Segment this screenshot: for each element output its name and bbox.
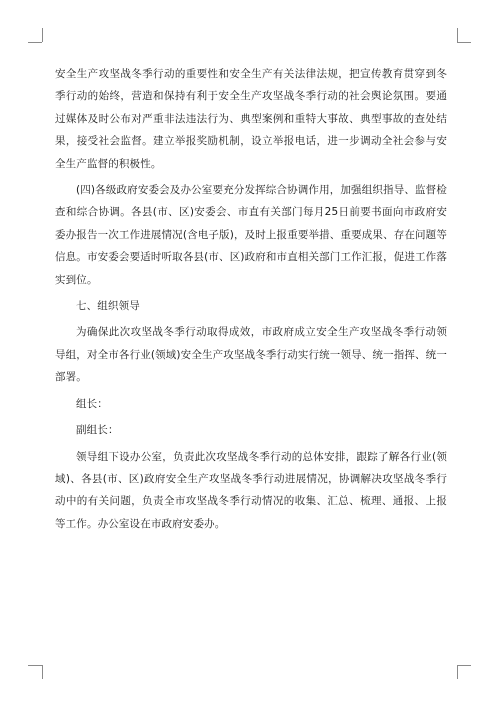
- crop-mark-bottom-right-vertical: [457, 665, 458, 679]
- crop-mark-bottom-right-horizontal: [457, 665, 471, 666]
- crop-mark-top-left-horizontal: [28, 42, 42, 43]
- crop-mark-top-right-horizontal: [457, 42, 471, 43]
- crop-mark-top-left-vertical: [42, 28, 43, 42]
- crop-mark-bottom-left-vertical: [42, 665, 43, 679]
- deputy-leader-label: 副组长：: [76, 424, 119, 437]
- crop-mark-bottom-left-horizontal: [28, 665, 42, 666]
- leader-label: 组长：: [76, 397, 108, 410]
- paragraph-leadership-group: 为确保此次攻坚战冬季行动取得成效，市政府成立安全生产攻坚战冬季行动领导组，对全市各行业(领域)安全生产攻坚战冬季行动实行统一领导、统一指挥、统一部署。: [55, 326, 447, 384]
- section-heading-organization: 七、组织领导: [76, 300, 140, 313]
- crop-mark-top-right-vertical: [457, 28, 458, 42]
- paragraph-office: 领导组下设办公室，负责此次攻坚战冬季行动的总体安排，跟踪了解各行业(领域)、各县(市、区)政府安全生产攻坚战冬季行动进展情况，协调解决攻坚战冬季行动中的有关问题，负责全市攻坚战冬季行动情况的收集、汇总、梳理、通报、上报等工作。办公室设在市政府安委办。: [55, 450, 447, 530]
- paragraph-publicity: 安全生产攻坚战冬季行动的重要性和安全生产有关法律法规，把宣传教育贯穿到冬季行动的始终，营造和保持有利于安全生产攻坚战冬季行动的社会舆论氛围。要通过媒体及时公布对严重非法违法行为、典型案例和重特大事故、典型事故的查处结果，接受社会监督。建立举报奖励机制，设立举报电话，进一步调动全社会参与安全生产监督的积极性。: [55, 68, 447, 170]
- paragraph-coordination: (四)各级政府安委会及办公室要充分发挥综合协调作用，加强组织指导、监督检查和综合协调。各县(市、区)安委会、市直有关部门每月25日前要书面向市政府安委办报告一次工作进展情况(含电子版)，及时上报重要举措、重要成果、存在问题等信息。市安委会要适时听取各县(市、区)政府和市直相关部门工作汇报，促进工作落实到位。: [55, 184, 447, 286]
- document-body: [55, 63, 447, 535]
